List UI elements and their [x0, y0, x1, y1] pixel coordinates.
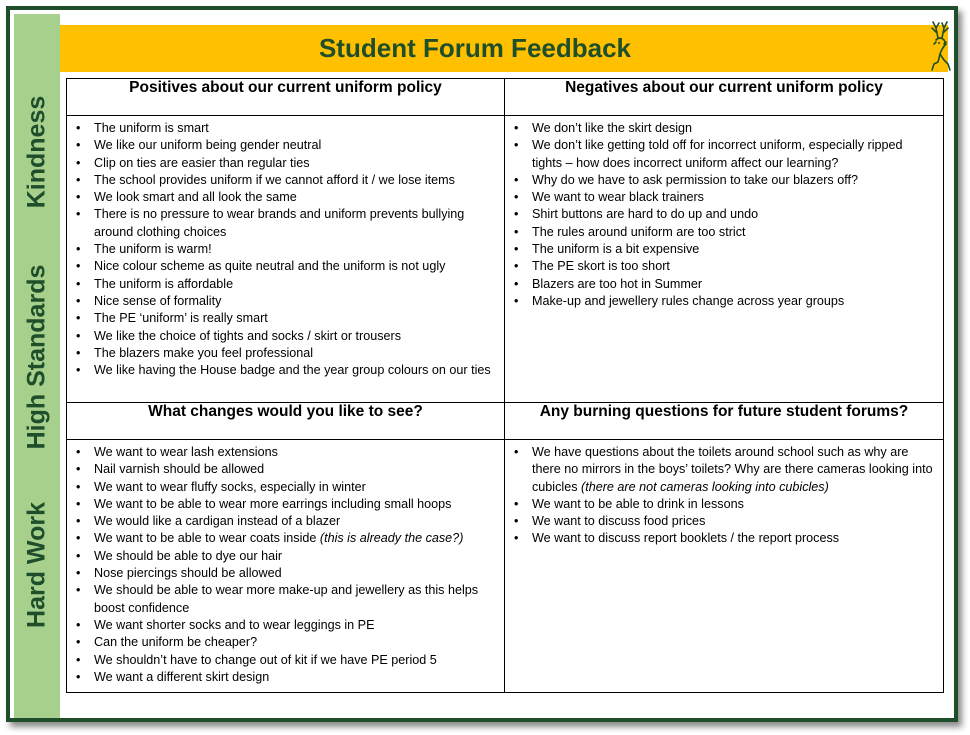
list-item: • There is no pressure to wear brands and uniform prevents bullying around clothing choices	[75, 206, 496, 241]
page-title: Student Forum Feedback	[318, 33, 632, 63]
list-item: • We don’t like the skirt design	[513, 120, 935, 137]
list-item: • We want to be able to wear coats inside (this is already the case?)	[75, 530, 496, 547]
list-item: • The rules around uniform are too strict	[513, 224, 935, 241]
list-item: • We would like a cardigan instead of a blazer	[75, 513, 496, 530]
list-item: • We shouldn’t have to change out of kit if we have PE period 5	[75, 652, 496, 669]
list-item: • We like having the House badge and the year group colours on our ties	[75, 362, 496, 379]
list-item: • We want shorter socks and to wear leggings in PE	[75, 617, 496, 634]
list-item: • Clip on ties are easier than regular ties	[75, 155, 496, 172]
questions-list	[513, 444, 935, 548]
list-item: • We want to be able to wear more earrings including small hoops	[75, 496, 496, 513]
changes-cell	[67, 440, 505, 693]
list-item: • Nail varnish should be allowed	[75, 461, 496, 478]
list-item: • The PE ‘uniform’ is really smart	[75, 310, 496, 327]
list-item: • We want to discuss report booklets / the report process	[513, 530, 935, 547]
list-item: • We should be able to wear more make-up and jewellery as this helps boost confidence	[75, 582, 496, 617]
list-item: • We like our uniform being gender neutral	[75, 137, 496, 154]
list-item: • We want a different skirt design	[75, 669, 496, 686]
list-item: • We want to wear black trainers	[513, 189, 935, 206]
list-item: • Why do we have to ask permission to take our blazers off?	[513, 172, 935, 189]
changes-heading: What changes would you like to see?	[67, 403, 505, 440]
list-item: • Shirt buttons are hard to do up and undo	[513, 206, 935, 223]
positives-cell	[67, 116, 505, 403]
list-item: • We look smart and all look the same	[75, 189, 496, 206]
positives-list	[75, 120, 496, 379]
questions-cell	[505, 440, 944, 693]
value-hard-work: Hard Work	[22, 502, 51, 628]
questions-heading: Any burning questions for future student forums?	[505, 403, 944, 440]
positives-heading: Positives about our current uniform policy	[67, 79, 505, 116]
value-kindness: Kindness	[22, 95, 51, 209]
list-item: • Nice sense of formality	[75, 293, 496, 310]
negatives-heading: Negatives about our current uniform policy	[505, 79, 944, 116]
list-item: • Blazers are too hot in Summer	[513, 276, 935, 293]
stag-crest-icon	[924, 14, 952, 72]
list-item: • The blazers make you feel professional	[75, 345, 496, 362]
list-item: • The PE skort is too short	[513, 258, 935, 275]
list-item: • The school provides uniform if we cannot afford it / we lose items	[75, 172, 496, 189]
list-item: • We want to wear lash extensions	[75, 444, 496, 461]
negatives-cell	[505, 116, 944, 403]
changes-list	[75, 444, 496, 686]
list-item: • We have questions about the toilets around school such as why are there no mirrors in the boys’ toilets? Why are there cameras looking into cubicles (there are not cameras looking into cubicles)	[513, 444, 935, 496]
list-item: • We want to be able to drink in lessons	[513, 496, 935, 513]
list-item: • Can the uniform be cheaper?	[75, 634, 496, 651]
list-item: • We want to wear fluffy socks, especially in winter	[75, 479, 496, 496]
value-high-standards: High Standards	[22, 264, 51, 450]
list-item: • Nice colour scheme as quite neutral and the uniform is not ugly	[75, 258, 496, 275]
list-item: • The uniform is smart	[75, 120, 496, 137]
negatives-list	[513, 120, 935, 310]
list-item: • We should be able to dye our hair	[75, 548, 496, 565]
list-item: • We want to discuss food prices	[513, 513, 935, 530]
list-item: • Nose piercings should be allowed	[75, 565, 496, 582]
list-item: • Make-up and jewellery rules change across year groups	[513, 293, 935, 310]
cameras-note: (there are not cameras looking into cubicles)	[581, 479, 829, 494]
list-item: • We like the choice of tights and socks / skirt or trousers	[75, 328, 496, 345]
list-item: • The uniform is a bit expensive	[513, 241, 935, 258]
list-item: • The uniform is warm!	[75, 241, 496, 258]
list-item: • The uniform is affordable	[75, 276, 496, 293]
coats-note: (this is already the case?)	[319, 531, 464, 546]
values-labels	[14, 14, 60, 718]
list-item: • We don’t like getting told off for incorrect uniform, especially ripped tights – how does incorrect uniform affect our learning?	[513, 137, 935, 172]
feedback-grid	[66, 78, 944, 693]
